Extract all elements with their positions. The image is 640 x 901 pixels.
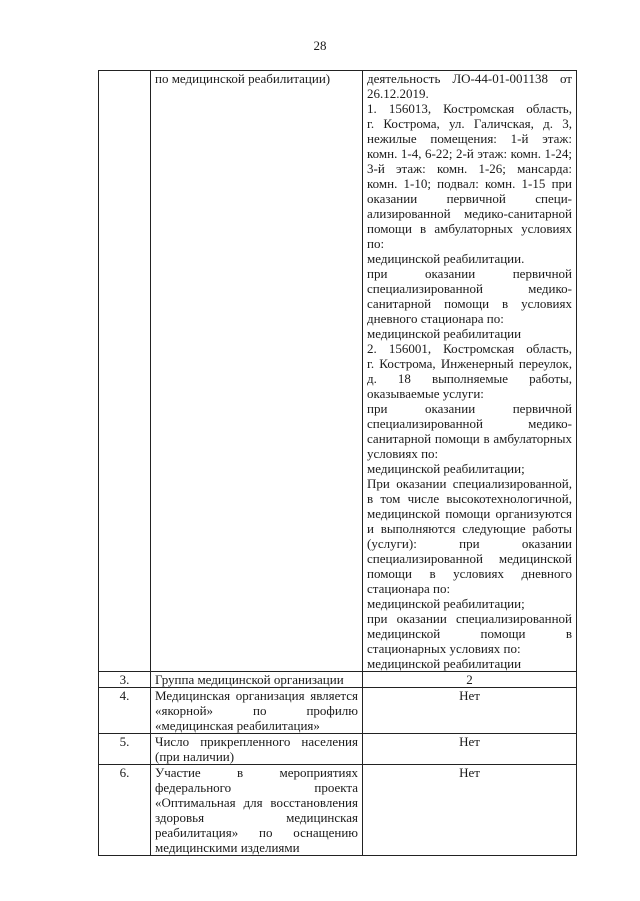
text-line: по: <box>367 236 385 251</box>
text-line: медицинскими изделиями <box>155 840 300 855</box>
text-line: 26.12.2019. <box>367 86 429 101</box>
row-label-cell <box>151 765 363 856</box>
text-line: «Оптимальная для восстановления <box>155 795 358 810</box>
text-line: помощи в условиях дневного <box>367 566 572 581</box>
text-line: реабилитация» по оснащению <box>155 825 358 840</box>
text-line: 2. 156001, Костромская область, <box>367 341 572 356</box>
text-line: Участие в мероприятиях <box>155 765 358 780</box>
text-line: медицинской реабилитации <box>367 656 522 671</box>
text-line: санитарной помощи в амбулаторных <box>367 431 572 446</box>
text-line: комн. 1-4, 6-22; 2-й этаж: комн. 1-24; <box>367 146 572 161</box>
text-line: Группа медицинской организации <box>155 672 344 687</box>
text-line: комн. 1-10; подвал: комн. 1-15 при <box>367 176 572 191</box>
text-line: «медицинская реабилитация» <box>155 718 320 733</box>
text-line: в том числе высокотехнологичной, <box>367 491 572 506</box>
text-line: деятельность ЛО-44-01-001138 от <box>367 71 572 86</box>
row-value-cell: Нет <box>363 734 577 765</box>
text-line: (при наличии) <box>155 749 235 764</box>
text-line: федерального проекта <box>155 780 358 795</box>
row-value-cell <box>363 71 577 672</box>
text-line: медицинской реабилитации; <box>367 596 525 611</box>
text-line: медицинской реабилитации; <box>367 461 525 476</box>
row-label-cell <box>151 672 363 688</box>
row-label-cell <box>151 688 363 734</box>
text-line: санитарной помощи в условиях <box>367 296 572 311</box>
text-line: дневного стационара по: <box>367 311 504 326</box>
text-line: «якорной» по профилю <box>155 703 358 718</box>
text-line: медицинской реабилитации. <box>367 251 525 266</box>
text-line: медицинской реабилитации <box>367 326 522 341</box>
text-line: 3-й этаж: комн. 1-26; мансарда: <box>367 161 572 176</box>
table-row-continued <box>99 71 577 672</box>
text-line: при оказании первичной <box>367 401 572 416</box>
row-label-cell <box>151 71 363 672</box>
text-line: Число прикрепленного населения <box>155 734 358 749</box>
label-text: по медицинской реабилитации) <box>155 71 331 86</box>
text-line: специализированной медико- <box>367 416 572 431</box>
text-line: Медицинская организация является <box>155 688 358 703</box>
page-number: 28 <box>313 38 327 53</box>
table-row <box>99 734 577 765</box>
text-line: оказании первичной специ- <box>367 191 572 206</box>
text-line: медицинской помощи в <box>367 626 572 641</box>
text-line: стационара по: <box>367 581 451 596</box>
text-line: и выполняются следующие работы <box>367 521 572 536</box>
text-line: оказываемые услуги: <box>367 386 484 401</box>
row-number-cell <box>99 71 151 672</box>
text-line: г. Кострома, ул. Галичская, д. 3, <box>367 116 572 131</box>
table-row <box>99 688 577 734</box>
text-line: здоровья медицинская <box>155 810 358 825</box>
row-number-cell: 6. <box>99 765 151 856</box>
text-line: При оказании специализированной, <box>367 476 572 491</box>
text-line: при оказании первичной <box>367 266 572 281</box>
table-row <box>99 672 577 688</box>
organization-table <box>98 70 577 856</box>
text-line: медицинской помощи организуются <box>367 506 572 521</box>
text-line: (услуги): при оказании <box>367 536 572 551</box>
row-label-cell <box>151 734 363 765</box>
text-line: условиях по: <box>367 446 439 461</box>
text-line: специализированной медико- <box>367 281 572 296</box>
text-line: г. Кострома, Инженерный переулок, <box>367 356 572 371</box>
text-line: нежилые помещения: 1-й этаж: <box>367 131 572 146</box>
table-row <box>99 765 577 856</box>
text-line: при оказании специализированной <box>367 611 572 626</box>
text-line: ализированной медико-санитарной <box>367 206 572 221</box>
row-value-cell: Нет <box>363 688 577 734</box>
row-number-cell: 3. <box>99 672 151 688</box>
text-line: стационарных условиях по: <box>367 641 521 656</box>
text-line: специализированной медицинской <box>367 551 572 566</box>
text-line: помощи в амбулаторных условиях <box>367 221 572 236</box>
row-value-cell: Нет <box>363 765 577 856</box>
text-line: 1. 156013, Костромская область, <box>367 101 572 116</box>
text-line: д. 18 выполняемые работы, <box>367 371 572 386</box>
row-number-cell: 4. <box>99 688 151 734</box>
row-value-cell: 2 <box>363 672 577 688</box>
row-number-cell: 5. <box>99 734 151 765</box>
